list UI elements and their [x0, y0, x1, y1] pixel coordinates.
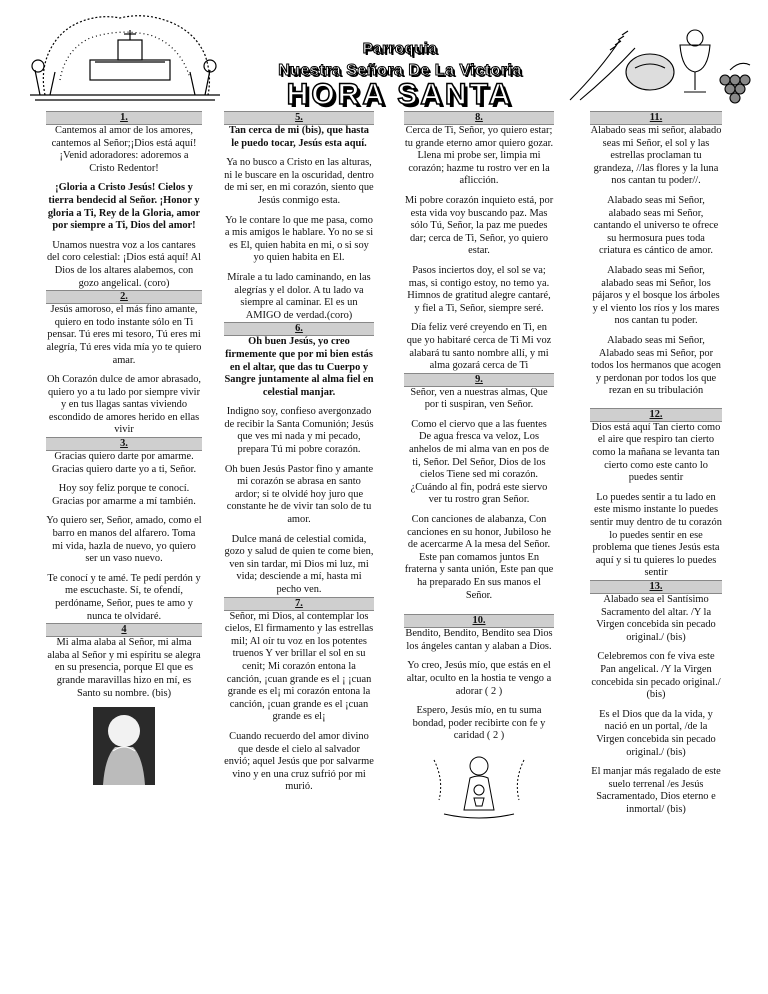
verse: Oh buen Jesús Pastor fino y amante mi corazón se abrasa en santo ardor; si te olvidé hoy juro que constante he de vivir tan solo de tu amor.: [224, 463, 374, 526]
chorus: ¡Gloria a Cristo Jesús! Cielos y tierra bendecid al Señor. ¡Honor y gloria a Ti, Rey de la Gloria, amor por siempre a Ti, Dios del amor!: [47, 182, 201, 232]
page-title: HORA SANTA: [286, 78, 514, 111]
verse: Alabado seas mi señor, alabado seas mi Señor, el sol y las estrellas proclaman tu grandeza, //las flores y la luna nos cantan tu poder//.: [590, 125, 722, 187]
verse: Oh Corazón dulce de amor abrasado, quiero yo a tu lado por siempre vivir y en tus llagas santas viviendo escondido de amores herido en ellas vivir: [46, 374, 202, 436]
verse: Alabado seas mi Señor, alabado seas mi Señor, los pájaros y el bosque los árboles y el viento los ríos y los mares nos cantan tu poder.: [592, 264, 720, 327]
verse: Hoy soy feliz porque te conocí. Gracias por amarme a mí también.: [52, 483, 196, 507]
column-2: [224, 111, 374, 801]
song-number: 7.: [224, 597, 374, 611]
verse: Indigno soy, confieso avergonzado de recibir la Santa Comunión; Jesús que ves mi nada y mi pecado, prepara Tú mi pobre corazón.: [224, 406, 374, 456]
altar-illustration: [20, 0, 230, 110]
verse: Dios está aquí Tan cierto como el aire que respiro tan cierto como la mañana se levanta tan cierto como este canto lo puedes sentir: [591, 421, 721, 484]
chorus: Oh buen Jesús, yo creo firmemente que por mi bien estás en el altar, que das tu Cuerpo y Sangre juntamente al alma fiel en celestial manjar.: [224, 336, 374, 398]
verse: Como el ciervo que a las fuentes De agua fresca va veloz, Los anhelos de mi alma van en pos de ti, Señor. Del Señor, Dios de los cielos Tiene sed mi corazón. ¿Cuándo al fin, podrá este siervo ver tu rostro gran Señor.: [409, 418, 549, 506]
verse: Bendito, Bendito, Bendito sea Dios los ángeles cantan y alaban a Dios.: [405, 628, 553, 652]
chorus: Tan cerca de mi (bis), que hasta le puedo tocar, Jesús esta aquí.: [229, 125, 369, 149]
verse: Cuando recuerdo del amor divino que desde el cielo al salvador envió; aquel Jesús que por salvarme vino y en una cruz sufrió por mi murió.: [224, 730, 374, 793]
song-number: 13.: [590, 580, 722, 594]
song-number: 9.: [404, 373, 554, 387]
verse: Yo quiero ser, Señor, amado, como el barro en manos del alfarero. Toma mi vida, hazla de nuevo, yo quiero ser un vaso nuevo.: [46, 515, 202, 565]
verse: Celebremos con fe viva este Pan angelical. /Y la Virgen concebida sin pecado original./ (bis): [591, 651, 721, 701]
verse: El manjar más regalado de este suelo terrenal /es Jesús Sacramentado, Dios eterno e inmortal/ (bis): [591, 766, 721, 815]
song-number: 12.: [590, 408, 722, 422]
verse: Señor, mi Dios, al contemplar los cielos, El firmamento y las estrellas mil; Al oír tu voz en los potentes truenos Y ver brillar el sol en su cenit; Mi corazón entona la canción, ¡cuan grande es el ¡ ¡cuan grande es el¡ mi corazón entona la canción, ¡cuan grande es el ¡cuan grande es el¡: [224, 610, 374, 723]
song-number: 11.: [590, 111, 722, 125]
parish-label: Parroquia: [362, 40, 438, 57]
song-number: 4: [46, 623, 202, 637]
verse: Ya no busco a Cristo en las alturas, ni le buscare en la oscuridad, dentro de mi ser, en mi corazón, siento que Jesús conmigo esta.: [224, 157, 374, 206]
verse: Mírale a tu lado caminando, en las alegrías y el dolor. A tu lado va siempre al caminar. El es un AMIGO de verdad.(coro): [227, 271, 371, 321]
verse: Lo puedes sentir a tu lado en este mismo instante lo puedes sentir muy dentro de tu corazón lo puedes sentir en ese problema que tienes Jesús esta aquí y si tu quieres lo puedes sentir: [590, 491, 722, 579]
column-3: [404, 111, 554, 822]
verse: Dulce maná de celestial comida, gozo y salud de quien te come bien, ven sin tardar, mi Dios mi luz, mi vida; desciende a mí, hasta mi pecho ven.: [224, 533, 374, 595]
song-number: 6.: [224, 322, 374, 336]
verse: Jesús amoroso, el más fino amante, quiero en todo instante sólo en Ti pensar. Tú eres mi tesoro, Tú eres mi alegría, Tú eres vida mía yo te quiero amar.: [46, 304, 202, 366]
song-number: 5.: [224, 111, 374, 125]
christ-with-host-drawing: [424, 750, 534, 822]
verse: Unamos nuestra voz a los cantares del coro celestial: ¡Dios está aquí! Al Dios de los altares alabemos, con gozo angelical. (coro): [46, 239, 202, 289]
eucharist-illustration: [560, 0, 760, 110]
parish-name: Nuestra Señora De La Victoria: [278, 62, 522, 79]
column-4: [590, 111, 722, 824]
verse: Alabado seas mi Señor, Alabado seas mi Señor, por todos los hermanos que acogen y perdonan por todos los que rezan en su tribulación: [591, 334, 721, 397]
verse: Señor, ven a nuestras almas, Que por ti suspiran, ven Señor.: [410, 386, 548, 411]
page-header: [0, 0, 768, 110]
verse: Cantemos al amor de los amores, cantemos al Señor;¡Dios está aquí! ¡Venid adoradores: adoremos a Cristo Redentor!: [51, 125, 197, 174]
verse: Pasos inciertos doy, el sol se va; mas, si contigo estoy, no temo ya. Himnos de gratitud alegre cantaré, y fiel a Ti, Señor, siempre seré.: [407, 264, 551, 314]
song-number: 10.: [404, 614, 554, 628]
verse: Alabado sea el Santísimo Sacramento del altar. /Y la Virgen concebida sin pecado original./ (bis): [596, 594, 716, 643]
verse: Espero, Jesús mío, en tu suma bondad, poder recibirte con fe y caridad ( 2 ): [412, 705, 546, 742]
song-number: 3.: [46, 437, 202, 451]
verse: Yo le contare lo que me pasa, como a mis amigos le hablare. Yo no se si es El, quien habita en mi, o si soy yo quien habita en El.: [224, 214, 374, 264]
verse: Mi pobre corazón inquieto está, por esta vida voy buscando paz. Mas sólo Tú, Señor, la paz me puedes dar; cerca de Ti, Señor, yo quiero estar.: [404, 194, 554, 257]
verse: Es el Dios que da la vida, y nació en un portal, /de la Virgen concebida sin pecado original./ (bis): [596, 708, 716, 758]
column-1: [46, 111, 202, 785]
verse: Yo creo, Jesús mío, que estás en el altar, oculto en la hostia te vengo a adorar ( 2 ): [406, 660, 552, 697]
host-elevation-image: [93, 707, 155, 785]
song-number: 8.: [404, 111, 554, 125]
song-number: 1.: [46, 111, 202, 125]
verse: Alabado seas mi Señor, alabado seas mi Señor, cantando el universo te ofrece su hermosura pues toda criatura es cántico de amor.: [593, 194, 719, 257]
song-number: 2.: [46, 290, 202, 304]
verse: Cerca de Ti, Señor, yo quiero estar; tu grande eterno amor quiero gozar. Llena mi probe ser, limpia mi corazón; hazme tu rostro ver en la aflicción.: [404, 125, 554, 187]
verse: Te conocí y te amé. Te pedí perdón y me escuchaste. Sí, te ofendí, perdóname, Señor, pues te amo y nunca te olvidaré.: [47, 572, 201, 622]
verse: Con canciones de alabanza, Con canciones en su honor, Jubiloso he de acercarme A la mesa del Señor. Este pan comamos juntos En fraterna y santa unión, Este pan que ha preparado En sus manos el Señor.: [404, 514, 554, 601]
verse: Mi alma alaba al Señor, mi alma alaba al Señor y mi espíritu se alegra en su presencia, porque El que es grande maravillas hizo en mí, es Santo su nombre. (bis): [47, 637, 201, 699]
verse: Día feliz veré creyendo en Ti, en que yo habitaré cerca de Ti Mi voz alabará tu santo nombre allí, y mi alma gozará cerca de Ti: [406, 322, 552, 372]
verse: Gracias quiero darte por amarme. Gracias quiero darte yo a ti, Señor.: [51, 451, 197, 475]
